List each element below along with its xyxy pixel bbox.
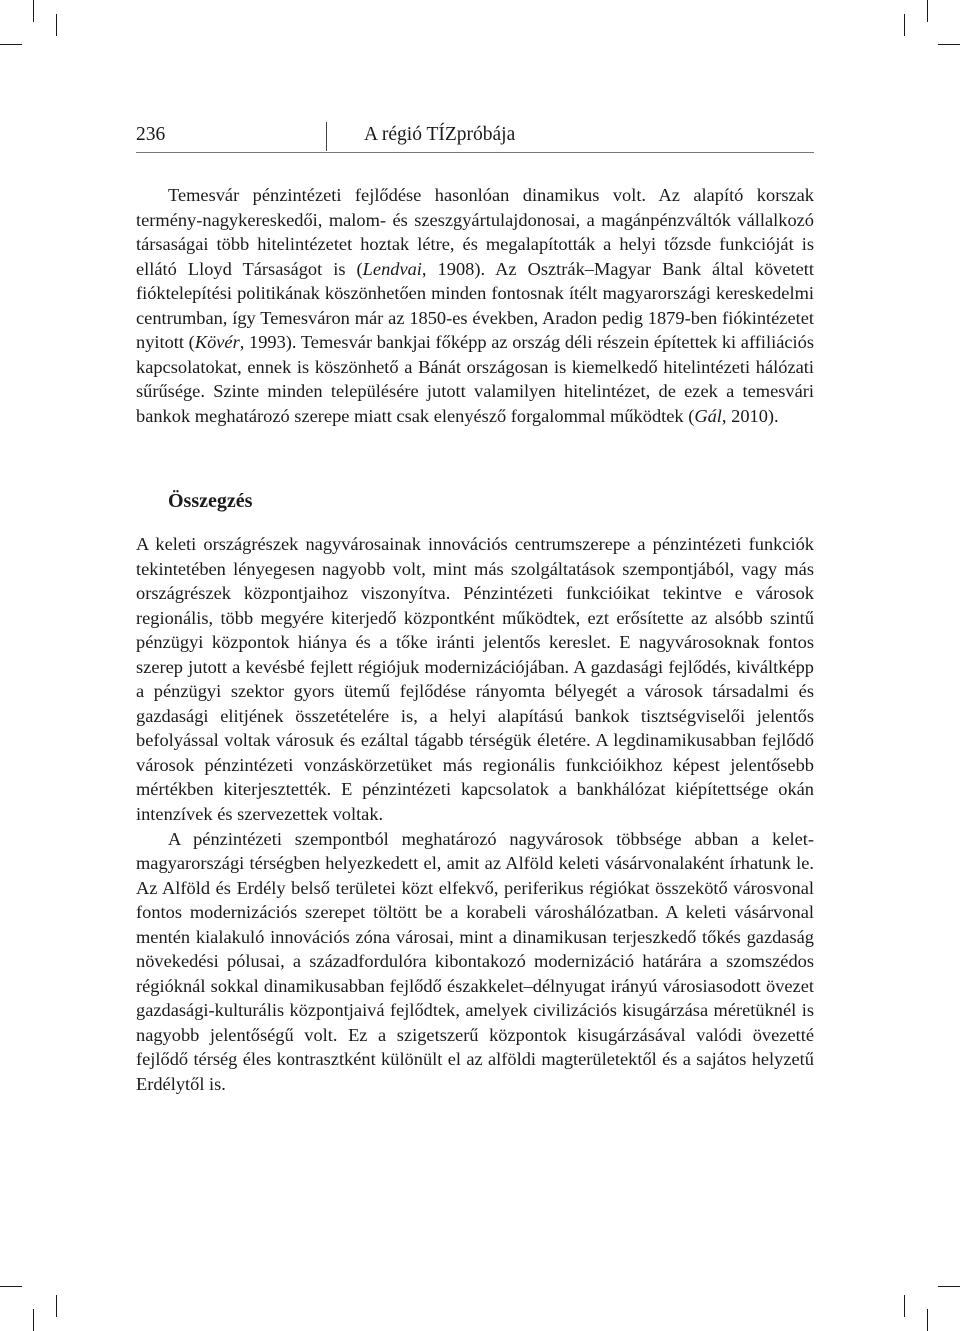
crop-mark — [904, 1295, 905, 1317]
header-divider — [326, 122, 327, 151]
citation-author: Kövér — [194, 332, 240, 353]
citation-author: Lendvai — [362, 258, 422, 279]
crop-mark — [33, 0, 34, 22]
crop-mark — [0, 1286, 22, 1287]
running-head — [136, 122, 814, 153]
crop-mark — [904, 14, 905, 36]
paragraph-text: , 1993). Temesvár bankjai főképp az ország déli részein építettek ki affiliációs kapcsolatokat, ennek is köszönhető a Bánát országosan is kiemelkedő hitelintézeti hálózati sűrűsége. Szinte minden településére jutott valamilyen hitelintézet, de ezek a temesvári bankok meghatározó szerepe miatt csak elenyésző forgalommal működtek ( — [136, 332, 814, 426]
paragraph: A keleti országrészek nagyvárosainak innovációs centrumszerepe a pénzintézeti funkciók tekintetében lényegesen nagyobb volt, mint más szolgáltatások szempontjából, vagy más országrészek központjaihoz viszonyítva. Pénzintézeti funkcióikat tekintve e városok regionális, több megyére kiterjedő központként működtek, ezt erősítette az alsóbb szintű pénzügyi központok hiánya és a tőke iránti jelentős kereslet. E nagyvárosoknak fontos szerep jutott a kevésbé fejlett régiójuk modernizációjában. A gazdasági fejlődés, kiváltképp a pénzügyi szektor gyors ütemű fejlődése rányomta bélyegét a városok társadalmi és gazdasági elitjének összetételére is, a helyi alapítású bankok tisztségviselői jelentős befolyással voltak városuk és ezáltal tágabb térségük életére. A legdinamikusabban fejlődő városok pénzintézeti vonzáskörzetüket más regionális funkcióikhoz képest jelentősebb mértékben kiterjesztették. E pénzintézeti kapcsolatok a bankhálózat kiépítettsége okán intenzívek és szervezettek voltak. — [136, 534, 814, 825]
paragraph: A pénzintézeti szempontból meghatározó nagyvárosok többsége abban a kelet-magyarországi térségben helyezkedett el, amit az Alföld keleti vásárvonalaként írhatunk le. Az Alföld és Erdély belső területei közt elfekvő, periferikus régiókat összekötő városvonal fontos modernizációs szerepet töltött be a korabeli városhálózatban. A keleti vásárvonal mentén kialakuló innovációs zóna városai, mint a dinamikusan terjeszkedő tőkés gazdaság növekedési pólusai, a századfordulóra kibontakozó modernizáció határára a szomszédos régióknál sokkal dinamikusabban fejlődő északkelet–délnyugat irányú városiasodott övezet gazdasági-kulturális központjaivá fejlődtek, amelyek civilizációs kisugárzása méretüknél is nagyobb jelentőségű volt. Ez a szigetszerű központok kisugárzásával valódi övezetté fejlődő térség éles kontrasztként különült el az alföldi magterületektől és a sajátos helyzetű Erdélytől is. — [136, 828, 814, 1095]
body-section-1 — [136, 183, 814, 428]
paragraph-text: Temesvár pénzintézeti fejlődése hasonlóan dinamikus volt. Az alapító korszak termény-nagykereskedői, malom- és szeszgyártulajdonosai, a magánpénzváltók vállalkozó társaságai több hitelintézetet hoztak létre, és megalapították a helyi tőzsde funkcióját is ellátó Lloyd Társaságot is ( — [136, 185, 814, 279]
crop-mark — [938, 44, 960, 45]
page-number: 236 — [136, 124, 166, 145]
running-title: A régió TÍZpróbája — [364, 124, 516, 145]
crop-mark — [927, 0, 928, 22]
crop-mark — [56, 1295, 57, 1317]
crop-mark — [0, 44, 22, 45]
paragraph-text: , 2010). — [721, 405, 779, 426]
crop-mark — [927, 1309, 928, 1331]
paragraph-text: , 1908). Az Osztrák–Magyar Bank által követett fióktelepítési politikának köszönhetően minden fontosnak ítélt magyarországi kereskedelmi centrumban, így Temesváron már az 1850-es években, Aradon pedig 1879-ben fiókintézetet nyitott ( — [136, 258, 814, 353]
paragraph — [136, 183, 814, 428]
citation-author: Gál — [694, 405, 722, 426]
crop-mark — [938, 1286, 960, 1287]
section-heading: Összegzés — [168, 490, 253, 512]
body-section-2 — [136, 532, 814, 1097]
crop-mark — [56, 14, 57, 36]
crop-mark — [33, 1309, 34, 1331]
